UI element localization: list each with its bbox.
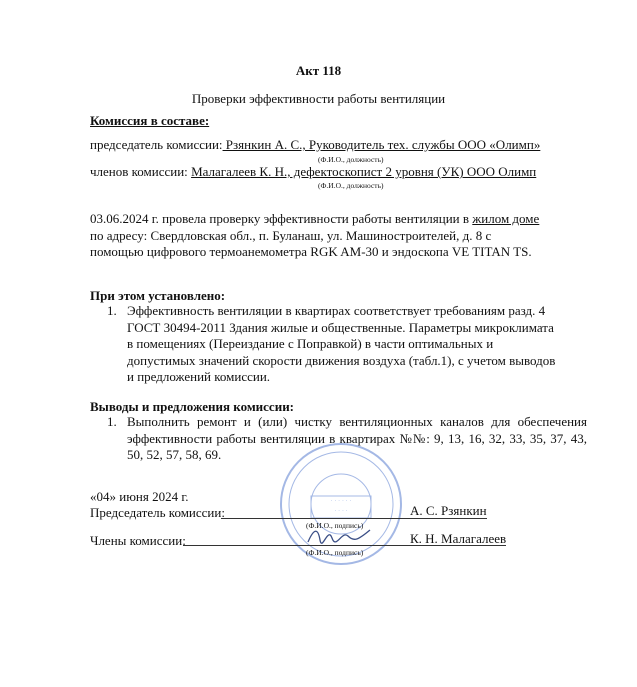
findings-item-number: 1. xyxy=(107,303,117,318)
intro-part1: 03.06.2024 г. провела проверку эффективности работы вентиляции в xyxy=(90,211,473,226)
signature-members-label: Члены комиссии: xyxy=(90,533,186,548)
signature-members-hint: (Ф.И.О., подпись) xyxy=(306,548,364,557)
findings-heading: При этом установлено: xyxy=(90,288,226,303)
intro-paragraph xyxy=(90,211,540,261)
signature-chair-hint: (Ф.И.О., подпись) xyxy=(306,521,364,530)
signature-chair-name: А. С. Рзянкин xyxy=(410,503,487,518)
signature-chair-label: Председатель комиссии: xyxy=(90,505,225,520)
document-subtitle: Проверки эффективности работы вентиляции xyxy=(191,91,446,106)
members-value: Малагалеев К. Н., дефектоскопист 2 уровня (УК) ООО Олимп xyxy=(191,164,537,179)
intro-part2: по адресу: Свердловская обл., п. Буланаш, ул. Машиностроителей, д. 8 с помощью цифрового термоанемометра RGK AM-30 и эндоскопа VE TITAN TS. xyxy=(90,227,532,260)
signature-members-name: К. Н. Малагалеев xyxy=(410,531,507,546)
findings-item-text: Эффективность вентиляции в квартирах соответствует требованиям разд. 4 ГОСТ 30494-2011 Здания жилые и общественные. Параметры микроклимата в помещениях (Переиздание с Поправкой) в части оптимальных и допустимых значений скорости движения воздуха (табл.1), с учетом выводов и предложений комиссии. xyxy=(127,303,556,385)
document-title: Акт 118 xyxy=(295,63,342,78)
chair-label: председатель комиссии: xyxy=(90,137,223,152)
conclusions-heading: Выводы и предложения комиссии: xyxy=(90,399,295,414)
members-label: членов комиссии: xyxy=(90,164,188,179)
members-hint: (Ф.И.О., должность) xyxy=(318,181,384,190)
conclusions-item-text: Выполнить ремонт и (или) чистку вентиляционных каналов для обеспечения эффективности работы вентиляции в квартирах №№: 9, 13, 16, 32, 33, 35, 37, 43, 50, 52, 57, 58, 69. xyxy=(127,414,587,463)
svg-text:· · · ·: · · · · xyxy=(334,508,348,515)
commission-members-row xyxy=(90,164,536,180)
chair-value: Рзянкин А. С., Руководитель тех. службы ООО «Олимп» xyxy=(222,137,541,152)
svg-text:· · · · · ·: · · · · · · xyxy=(330,498,352,505)
commission-chair-row xyxy=(90,137,540,153)
intro-link: жилом доме xyxy=(472,211,540,226)
conclusions-item-number: 1. xyxy=(107,414,117,429)
commission-heading: Комиссия в составе: xyxy=(90,113,210,128)
signature-date: «04» июня 2024 г. xyxy=(90,489,189,504)
chair-hint: (Ф.И.О., должность) xyxy=(318,155,384,164)
